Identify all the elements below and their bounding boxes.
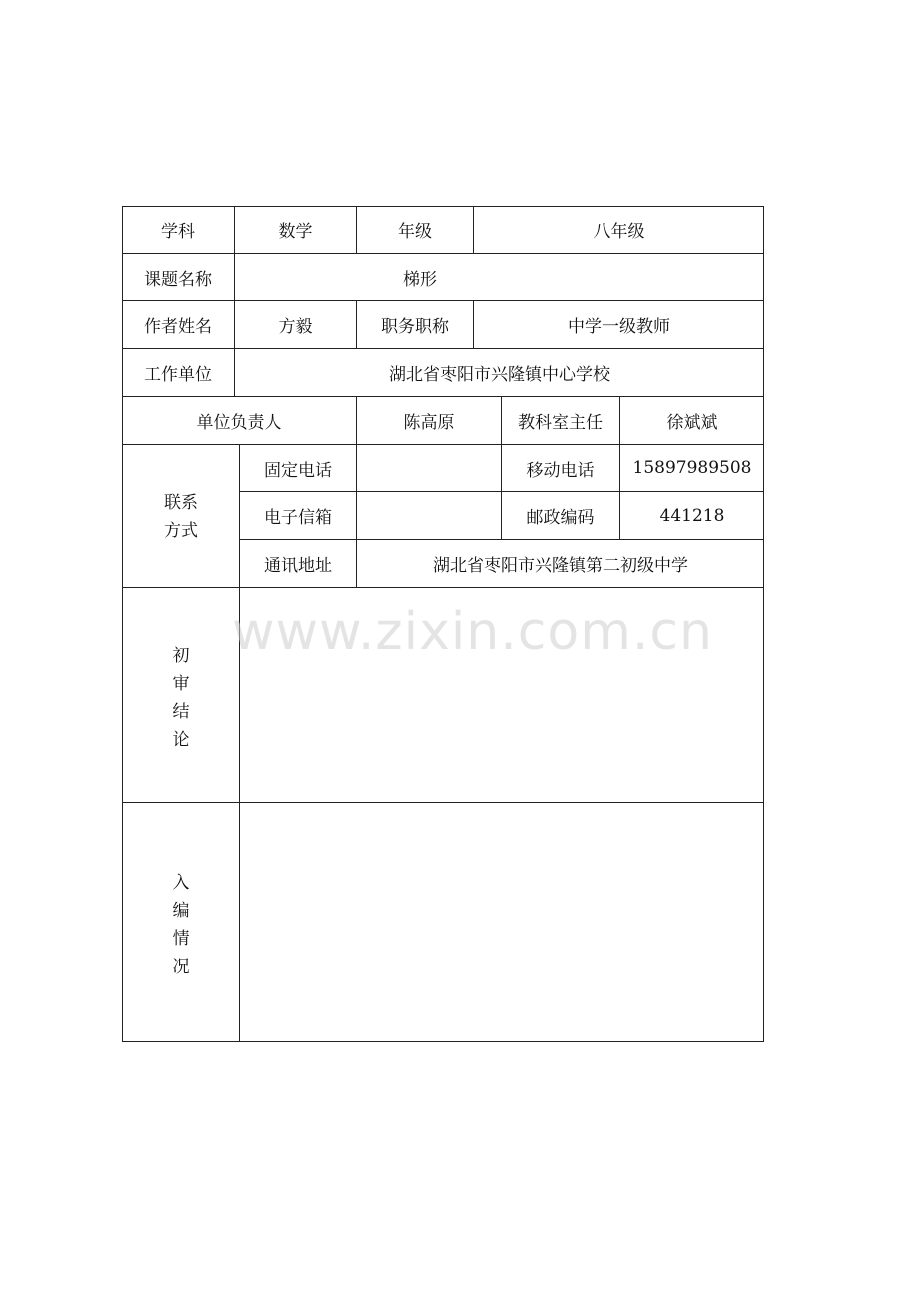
director-value: 徐斌斌 [666,413,718,433]
review-char: 论 [172,730,190,750]
phone-label: 固定电话 [264,460,332,481]
unit-label: 工作单位 [144,365,212,385]
title-value: 中学一级教师 [568,317,670,337]
review-char: 初 [172,646,190,666]
mobile-value: 15897989508 [632,458,752,478]
topic-label: 课题名称 [144,269,212,290]
mobile-label: 移动电话 [526,460,595,481]
review-section-label [161,642,201,754]
email-label: 电子信箱 [264,508,332,528]
inclusion-section-label [161,869,201,981]
review-char: 审 [172,674,190,694]
inclusion-char: 编 [172,901,190,921]
director-label: 教科室主任 [518,413,603,433]
watermark: www.zixin.com.cn [232,602,713,662]
contact-section-label [161,489,201,545]
contact-label-line1: 联系 [164,493,198,513]
head-label: 单位负责人 [196,413,282,433]
head-value: 陈高原 [403,413,455,433]
email-field[interactable] [357,492,501,539]
grade-label: 年级 [398,222,432,242]
topic-value: 梯形 [403,269,437,290]
phone-field[interactable] [357,445,501,491]
author-value: 方毅 [278,317,313,337]
postcode-label: 邮政编码 [526,508,595,528]
inclusion-char: 情 [172,929,190,949]
subject-label: 学科 [161,222,195,242]
subject-value: 数学 [278,222,313,242]
address-label: 通讯地址 [264,556,332,576]
address-value: 湖北省枣阳市兴隆镇第二初级中学 [433,556,688,576]
inclusion-content-area[interactable] [240,803,764,1041]
grade-value: 八年级 [593,222,645,242]
postcode-value: 441218 [659,505,725,526]
review-char: 结 [172,702,190,722]
inclusion-char: 入 [172,873,190,893]
author-label: 作者姓名 [144,317,212,337]
inclusion-char: 况 [172,957,190,977]
contact-label-line2: 方式 [164,521,198,541]
unit-value: 湖北省枣阳市兴隆镇中心学校 [389,365,610,385]
title-label: 职务职称 [381,317,449,337]
